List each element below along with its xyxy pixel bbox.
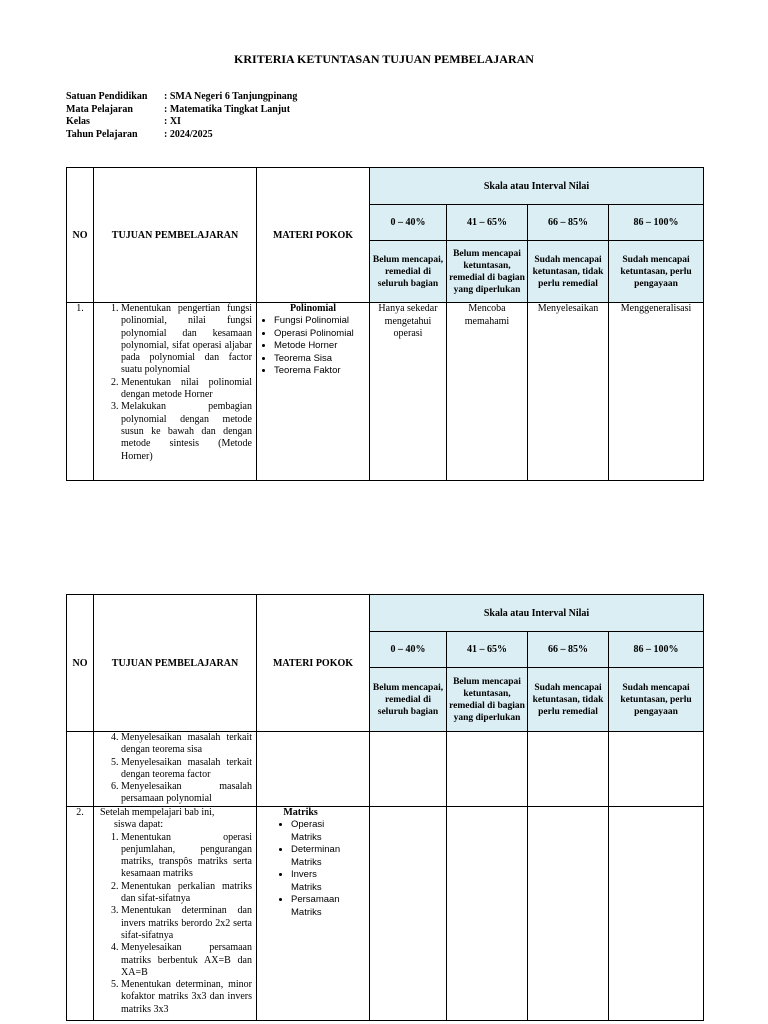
table-row — [67, 303, 704, 481]
info-value: : XI — [164, 116, 181, 127]
range-2: 41 – 65% — [447, 632, 528, 668]
scale-cell-4: Menggeneralisasi — [609, 303, 704, 481]
tujuan-list — [94, 732, 256, 806]
tujuan-cell — [94, 807, 257, 1021]
info-label: Mata Pelajaran — [66, 103, 133, 115]
range-3: 66 – 85% — [528, 632, 609, 668]
materi-list — [257, 819, 341, 919]
materi-list — [257, 315, 369, 378]
document-info — [66, 91, 297, 141]
list-item: • Persamaan Matriks — [291, 894, 341, 919]
scale-cell-4 — [609, 732, 704, 807]
list-item: 5. Menyelesaikan masalah terkait dengan teorema factor — [121, 757, 252, 782]
tujuan-list — [94, 832, 256, 1016]
info-value: : SMA Negeri 6 Tanjungpinang — [164, 91, 298, 102]
tujuan-cell — [94, 303, 257, 481]
list-item: 4. Menyelesaikan persamaan matriks berbentuk AX=B dan XA=B — [121, 942, 252, 979]
info-row — [66, 91, 297, 104]
materi-cell — [257, 732, 370, 807]
info-value: : 2024/2025 — [164, 128, 213, 140]
scale-cell-1 — [370, 807, 447, 1021]
header-no: NO — [67, 168, 94, 303]
range-desc-1: Belum mencapai, remedial di seluruh bagian — [370, 668, 447, 732]
criteria-table-1 — [66, 167, 704, 481]
page-title: KRITERIA KETUNTASAN TUJUAN PEMBELAJARAN — [234, 52, 534, 66]
list-item: • Invers Matriks — [291, 869, 341, 894]
info-row — [66, 129, 297, 142]
scale-cell-1 — [370, 732, 447, 807]
range-desc-4: Sudah mencapai ketuntasan, perlu pengayaan — [609, 241, 704, 303]
scale-cell-4 — [609, 807, 704, 1021]
info-row — [66, 104, 297, 117]
range-1: 0 – 40% — [370, 632, 447, 668]
scale-cell-3 — [528, 807, 609, 1021]
list-item: 1. Menentukan pengertian fungsi polinomial, nilai fungsi polynomial dan kesamaan polynomial, sifat operasi aljabar pada polynomial dan factor suatu polynomial — [121, 303, 252, 377]
info-label: Tahun Pelajaran — [66, 128, 138, 140]
scale-cell-2 — [447, 732, 528, 807]
list-item: • Teorema Faktor — [274, 365, 369, 378]
list-item: • Teorema Sisa — [274, 353, 369, 366]
tujuan-list — [94, 303, 256, 463]
header-no: NO — [67, 595, 94, 732]
range-4: 86 – 100% — [609, 632, 704, 668]
scale-cell-1: Hanya sekedar mengetahui operasi — [370, 303, 447, 481]
row-number: 1. — [67, 303, 94, 481]
list-item: 5. Menentukan determinan, minor kofaktor matriks 3x3 dan invers matriks 3x3 — [121, 979, 252, 1016]
scale-cell-2: Mencoba memahami — [447, 303, 528, 481]
tujuan-cell — [94, 732, 257, 807]
scale-cell-3 — [528, 732, 609, 807]
list-item: 3. Melakukan pembagian polynomial dengan metode susun ke bawah dan dengan metode sintesis (Metode Horner) — [121, 401, 252, 462]
range-desc-3: Sudah mencapai ketuntasan, tidak perlu remedial — [528, 668, 609, 732]
list-item: 1. Menentukan operasi penjumlahan, pengurangan matriks, transpôs matriks serta kesamaan matriks — [121, 832, 252, 881]
header-materi: MATERI POKOK — [257, 595, 370, 732]
list-item: 2. Menentukan nilai polinomial dengan metode Horner — [121, 377, 252, 402]
list-item: • Metode Horner — [274, 340, 369, 353]
header-skala: Skala atau Interval Nilai — [370, 168, 704, 205]
range-desc-4: Sudah mencapai ketuntasan, perlu pengayaan — [609, 668, 704, 732]
row-number: 2. — [67, 807, 94, 1021]
list-item: 3. Menentukan determinan dan invers matriks berordo 2x2 serta sifat-sifatnya — [121, 905, 252, 942]
info-row — [66, 116, 297, 129]
list-item: • Operasi Matriks — [291, 819, 341, 844]
list-item: • Operasi Polinomial — [274, 328, 369, 341]
materi-cell — [257, 807, 370, 1021]
scale-cell-3: Menyelesaikan — [528, 303, 609, 481]
list-item: • Determinan Matriks — [291, 844, 341, 869]
range-2: 41 – 65% — [447, 205, 528, 241]
materi-cell — [257, 303, 370, 481]
list-item: • Fungsi Polinomial — [274, 315, 369, 328]
header-skala: Skala atau Interval Nilai — [370, 595, 704, 632]
tujuan-intro: Setelah mempelajari bab ini, — [100, 807, 215, 818]
header-materi: MATERI POKOK — [257, 168, 370, 303]
info-value: : Matematika Tingkat Lanjut — [164, 103, 291, 115]
row-number — [67, 732, 94, 807]
range-4: 86 – 100% — [609, 205, 704, 241]
range-desc-3: Sudah mencapai ketuntasan, tidak perlu remedial — [528, 241, 609, 303]
materi-title: Polinomial — [289, 303, 337, 314]
header-tujuan: TUJUAN PEMBELAJARAN — [94, 595, 257, 732]
info-label: Satuan Pendidikan — [66, 91, 148, 102]
info-label: Kelas — [66, 116, 90, 127]
materi-title: Matriks — [283, 807, 318, 818]
table-row — [67, 732, 704, 807]
range-1: 0 – 40% — [370, 205, 447, 241]
range-3: 66 – 85% — [528, 205, 609, 241]
range-desc-2: Belum mencapai ketuntasan, remedial di bagian yang diperlukan — [447, 241, 528, 303]
tujuan-intro: siswa dapat: — [114, 819, 164, 831]
criteria-table-2 — [66, 594, 704, 1021]
table-row — [67, 807, 704, 1021]
header-tujuan: TUJUAN PEMBELAJARAN — [94, 168, 257, 303]
range-desc-1: Belum mencapai, remedial di seluruh bagian — [370, 241, 447, 303]
list-item: 6. Menyelesaikan masalah persamaan polynomial — [121, 781, 252, 806]
list-item: 4. Menyelesaikan masalah terkait dengan teorema sisa — [121, 732, 252, 757]
scale-cell-2 — [447, 807, 528, 1021]
list-item: 2. Menentukan perkalian matriks dan sifat-sifatnya — [121, 881, 252, 906]
range-desc-2: Belum mencapai ketuntasan, remedial di bagian yang diperlukan — [447, 668, 528, 732]
